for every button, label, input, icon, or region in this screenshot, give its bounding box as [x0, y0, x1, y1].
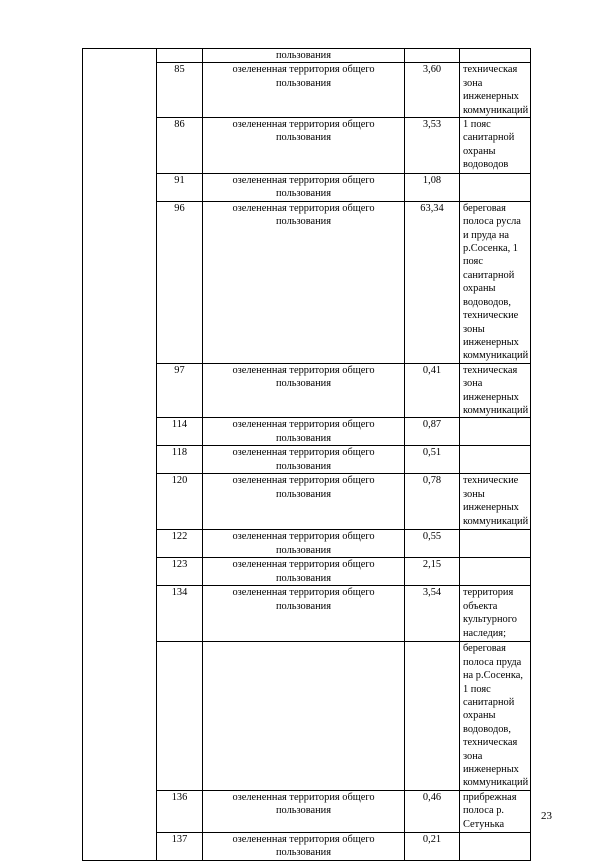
row-number-cell: 97	[157, 363, 203, 418]
row-name-cell: озелененная территория общего пользования	[203, 118, 405, 174]
row-name-cell: пользования	[203, 49, 405, 63]
row-note-cell: береговая полоса пруда на р.Сосенка, 1 пояс санитарной охраны водоводов, техническая зона инженерных коммуникаций	[460, 642, 531, 790]
row-note-cell	[460, 49, 531, 63]
land-use-table	[82, 48, 531, 861]
row-number-cell	[157, 49, 203, 63]
row-note-cell	[460, 832, 531, 860]
row-area-cell: 0,87	[405, 418, 460, 446]
row-note-cell: 1 пояс санитарной охраны водоводов	[460, 118, 531, 174]
row-number-cell: 123	[157, 558, 203, 586]
row-area-cell: 3,54	[405, 586, 460, 642]
row-area-cell: 3,53	[405, 118, 460, 174]
row-name-cell: озелененная территория общего пользования	[203, 530, 405, 558]
row-name-cell: озелененная территория общего пользования	[203, 558, 405, 586]
row-area-cell: 2,15	[405, 558, 460, 586]
row-note-cell: прибрежная полоса р. Сетунька	[460, 790, 531, 832]
row-number-cell: 96	[157, 201, 203, 363]
row-area-cell: 0,46	[405, 790, 460, 832]
row-area-cell	[405, 642, 460, 790]
row-name-cell	[203, 642, 405, 790]
row-name-cell: озелененная территория общего пользования	[203, 418, 405, 446]
row-area-cell: 63,34	[405, 201, 460, 363]
merged-left-column	[83, 49, 157, 861]
row-name-cell: озелененная территория общего пользования	[203, 446, 405, 474]
row-number-cell: 118	[157, 446, 203, 474]
row-area-cell: 0,55	[405, 530, 460, 558]
row-number-cell: 85	[157, 63, 203, 118]
row-name-cell: озелененная территория общего пользования	[203, 363, 405, 418]
row-number-cell: 122	[157, 530, 203, 558]
row-number-cell: 120	[157, 474, 203, 530]
row-name-cell: озелененная территория общего пользования	[203, 790, 405, 832]
row-number-cell	[157, 642, 203, 790]
row-number-cell: 91	[157, 174, 203, 202]
row-area-cell: 1,08	[405, 174, 460, 202]
row-area-cell	[405, 49, 460, 63]
row-note-cell	[460, 174, 531, 202]
row-note-cell: техническая зона инженерных коммуникаций	[460, 363, 531, 418]
row-number-cell: 86	[157, 118, 203, 174]
row-note-cell: территория объекта культурного наследия;	[460, 586, 531, 642]
row-area-cell: 0,41	[405, 363, 460, 418]
row-note-cell	[460, 446, 531, 474]
row-area-cell: 3,60	[405, 63, 460, 118]
row-name-cell: озелененная территория общего пользования	[203, 201, 405, 363]
row-name-cell: озелененная территория общего пользования	[203, 586, 405, 642]
row-area-cell: 0,78	[405, 474, 460, 530]
row-number-cell: 114	[157, 418, 203, 446]
row-name-cell: озелененная территория общего пользования	[203, 474, 405, 530]
table-row-continued	[83, 49, 531, 63]
row-name-cell: озелененная территория общего пользования	[203, 63, 405, 118]
row-number-cell: 134	[157, 586, 203, 642]
row-note-cell: береговая полоса русла и пруда на р.Сосенка, 1 пояс санитарной охраны водоводов, технические зоны инженерных коммуникаций	[460, 201, 531, 363]
row-note-cell	[460, 558, 531, 586]
row-area-cell: 0,21	[405, 832, 460, 860]
row-number-cell: 136	[157, 790, 203, 832]
row-note-cell: техническая зона инженерных коммуникаций	[460, 63, 531, 118]
row-note-cell: технические зоны инженерных коммуникаций	[460, 474, 531, 530]
row-number-cell: 137	[157, 832, 203, 860]
row-note-cell	[460, 418, 531, 446]
page-number: 23	[541, 810, 552, 822]
row-note-cell	[460, 530, 531, 558]
row-name-cell: озелененная территория общего пользования	[203, 174, 405, 202]
row-area-cell: 0,51	[405, 446, 460, 474]
row-name-cell: озелененная территория общего пользования	[203, 832, 405, 860]
